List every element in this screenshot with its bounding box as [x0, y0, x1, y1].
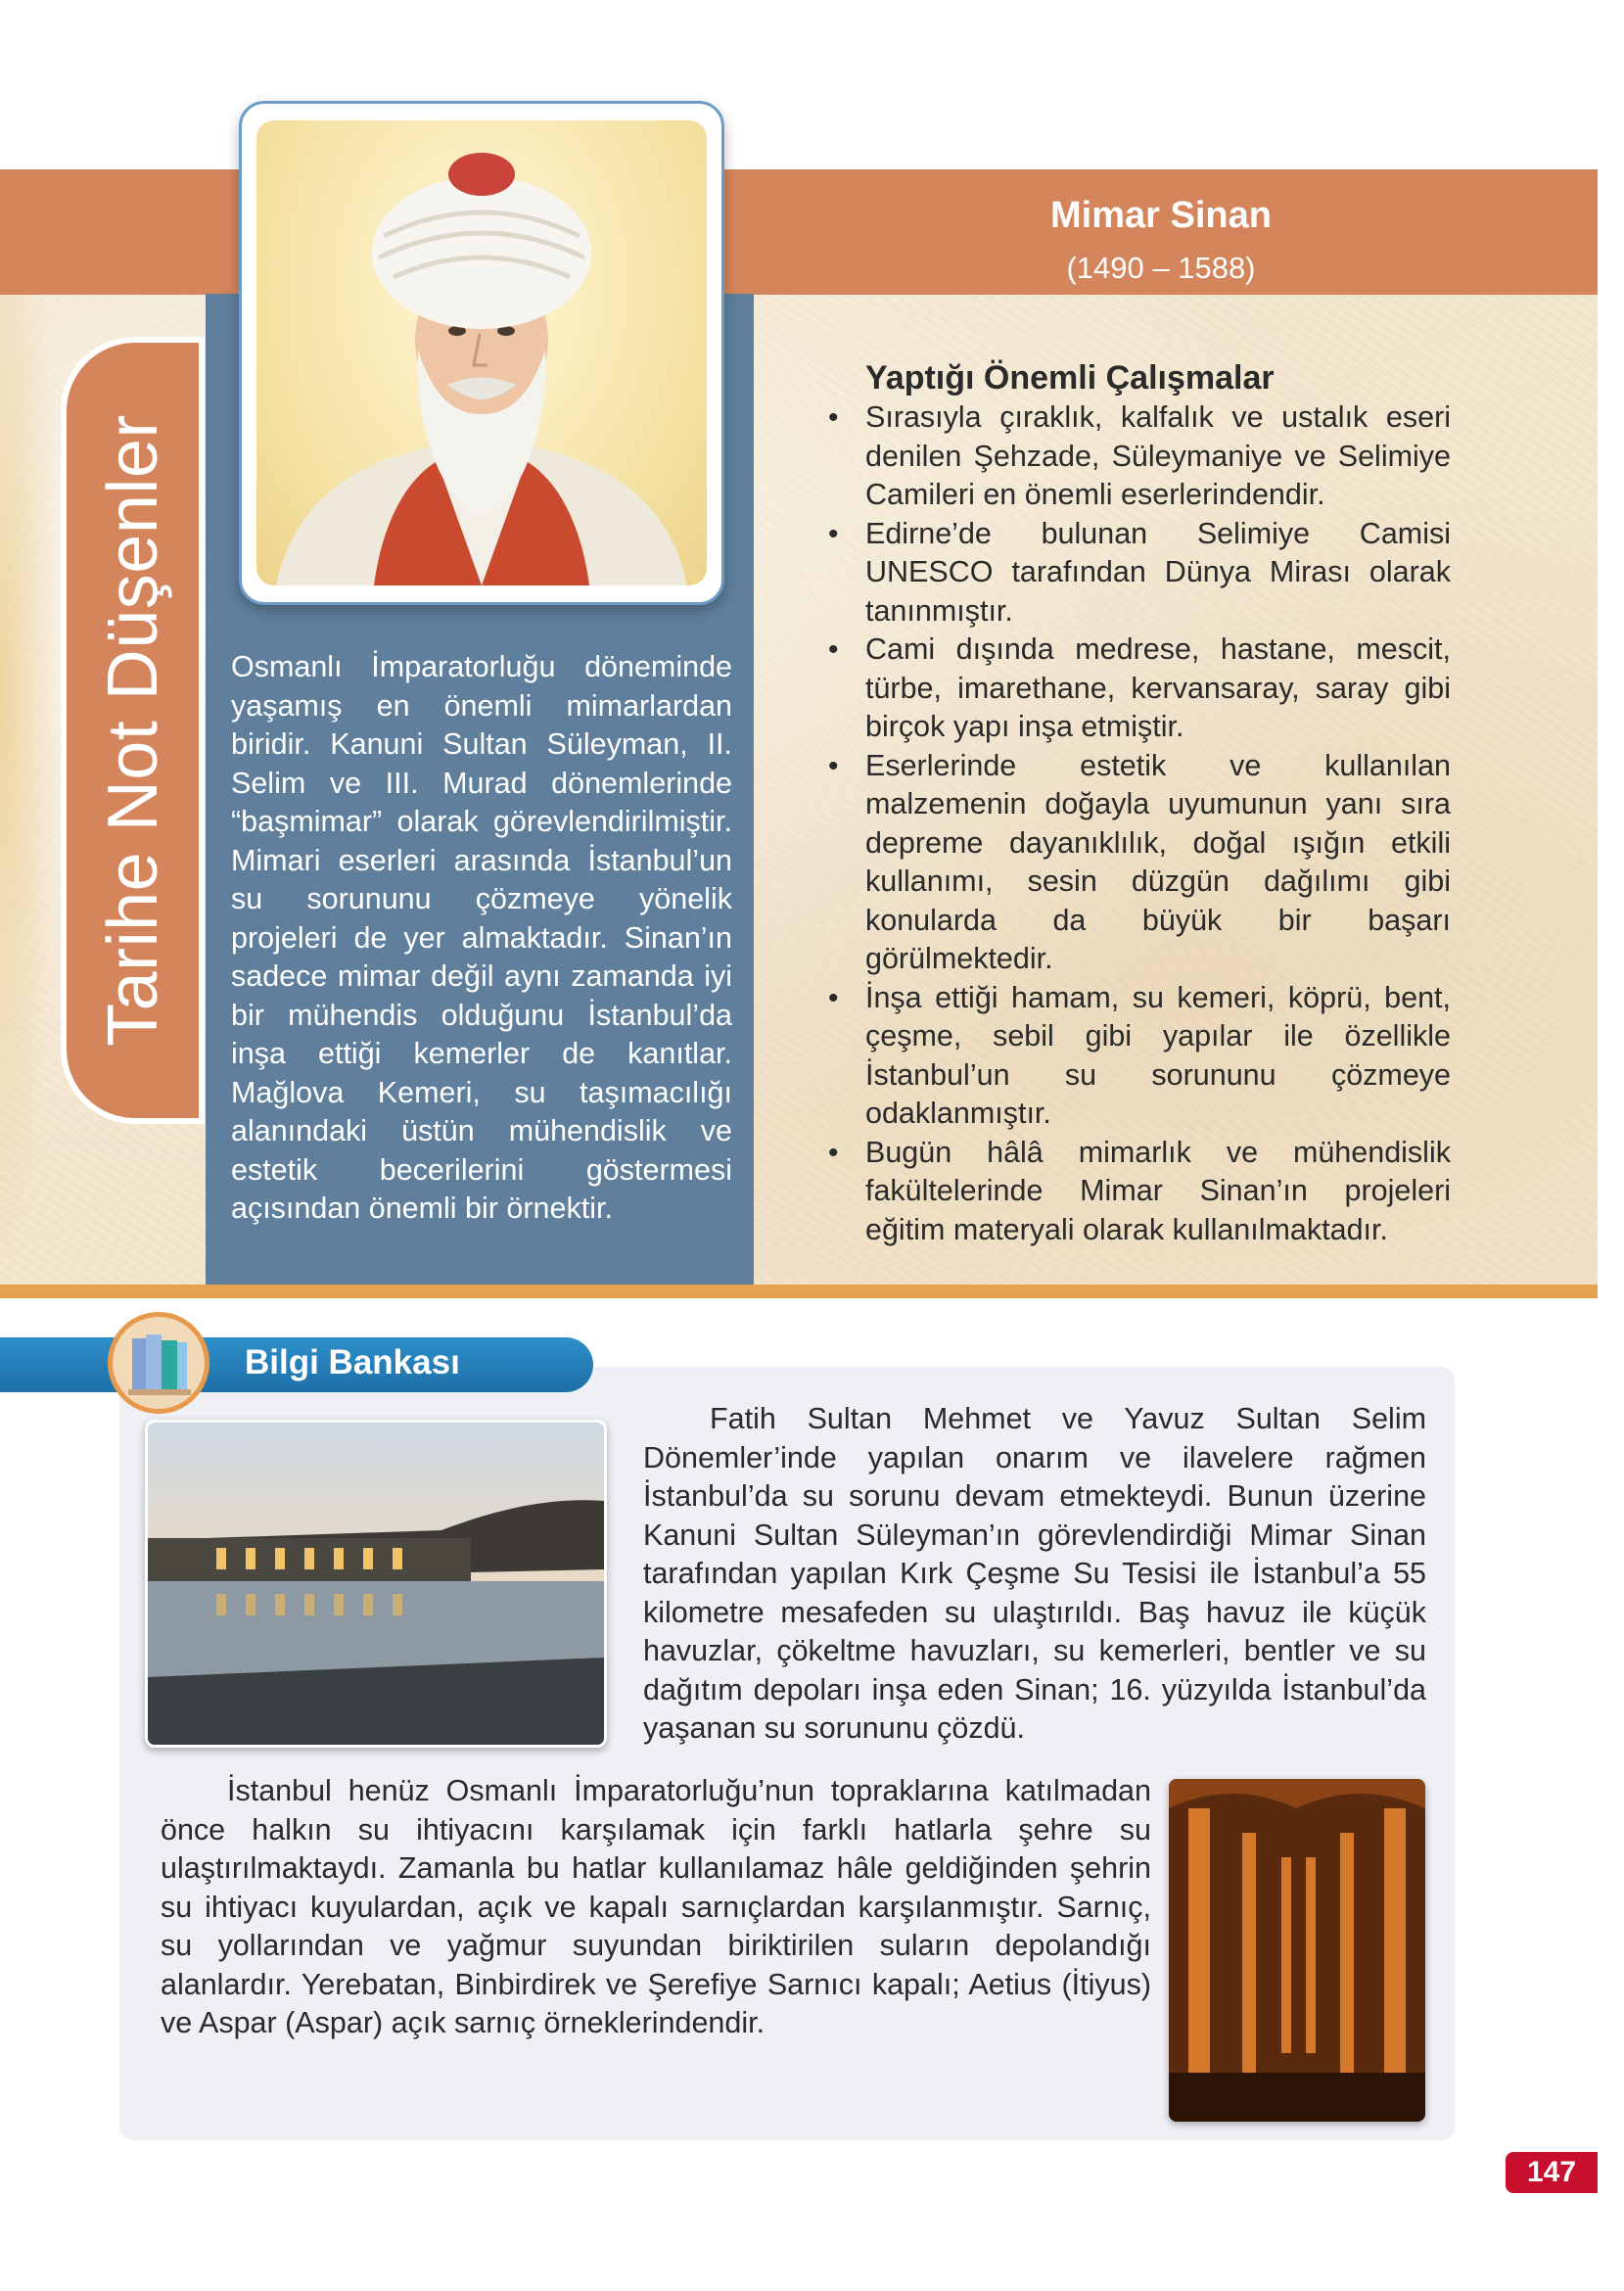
info-paragraph-2: İstanbul henüz Osmanlı İmparatorluğu’nun topraklarına katılmadan önce halkın su ihtiyacını karşılamak için farklı hatlarla şehre su ulaştırılmaktaydı. Zamanla bu hatlar kullanılamaz hâle geldiğinden şehrin su ihtiyacı kuyulardan, açık ve kapalı sarnıçlardan karşılanmıştır. Sarnıç, su yollarından ve yağmur suyundan biriktirilen suların depolandığı alanlardır. Yerebatan, Binbirdirek ve Şerefiye Sarnıcı kapalı; Aetius (İtiyus) ve Aspar (Aspar) açık sarnıç örneklerindendir.	[161, 1774, 1151, 2039]
works-item: • Sırasıyla çıraklık, kalfalık ve ustalık eseri denilen Şehzade, Süleymaniye ve Selimiye Camileri en önemli eserlerindendir.	[828, 398, 1451, 515]
section-title-text: Tarihe Not Düşenler	[93, 414, 172, 1047]
works-section	[828, 357, 1451, 1249]
works-item: • İnşa ettiği hamam, su kemeri, köprü, bent, çeşme, sebil gibi yapılar ile özellikle İstanbul’un su sorununu çözmeye odaklanmıştır.	[828, 979, 1451, 1134]
info-paragraph-1: Fatih Sultan Mehmet ve Yavuz Sultan Selim Dönemler’inde yapılan onarım ve ilavelere rağmen İstanbul’da su sorunu devam etmekteydi. Bunun üzerine Kanuni Sultan Süleyman’ın görevlendirdiği Mimar Sinan tarafından yapılan Kırk Çeşme Su Tesisi ile İstanbul’a 55 kilometre mesafeden su ulaştırıldı. Baş havuz ile küçük havuzlar, çökeltme havuzları, su kemerleri, bentler ve su dağıtım depoları inşa eden Sinan; 16. yüzyılda İstanbul’da yaşanan su sorununu çözdü.	[643, 1402, 1426, 1745]
works-heading: Yaptığı Önemli Çalışmalar	[865, 359, 1275, 397]
aqueduct-photo	[145, 1420, 607, 1748]
section-title	[67, 343, 199, 1118]
portrait-image	[256, 120, 707, 585]
section-divider	[0, 1285, 1598, 1298]
leaf-decoration	[0, 294, 59, 1285]
profile-dates: (1490 – 1588)	[1066, 251, 1256, 285]
works-item: • Edirne’de bulunan Selimiye Camisi UNESCO tarafından Dünya Mirası olarak tanınmıştır.	[828, 515, 1451, 631]
books-icon	[108, 1312, 209, 1414]
works-list	[828, 398, 1451, 1249]
profile-intro: Osmanlı İmparatorluğu döneminde yaşamış en önemli mimarlardan biridir. Kanuni Sultan Süleyman, II. Selim ve III. Murad dönemlerinde “başmimar” olarak görevlendirilmiştir. Mimari eserleri arasında İstanbul’un su sorununu çözmeye yönelik projeleri de yer almaktadır. Sinan’ın sadece mimar değil aynı zamanda iyi bir mühendis olduğunu İstanbul’da inşa ettiği kemerler de kanıtlar. Mağlova Kemeri, su taşımacılığı alanındaki üstün mühendislik ve estetik becerilerini göstermesi açısından önemli bir örnektir.	[231, 650, 732, 1225]
page-number: 147	[1506, 2152, 1598, 2193]
profile-title	[724, 169, 1598, 295]
works-item: • Bugün hâlâ mimarlık ve mühendislik fakültelerinde Mimar Sinan’ın projeleri eğitim materyali olarak kullanılmaktadır.	[828, 1134, 1451, 1250]
cistern-photo	[1169, 1779, 1425, 2122]
info-title: Bilgi Bankası	[245, 1343, 460, 1381]
works-item: • Cami dışında medrese, hastane, mescit, türbe, imarethane, kervansaray, saray gibi birçok yapı inşa etmiştir.	[828, 631, 1451, 747]
profile-name: Mimar Sinan	[1050, 195, 1272, 236]
works-item: • Eserlerinde estetik ve kullanılan malzemenin doğayla uyumunun yanı sıra depreme dayanıklılık, doğal ışığın etkili kullanımı, sesin düzgün dağılımı gibi konularda da büyük bir başarı görülmektedir.	[828, 747, 1451, 979]
